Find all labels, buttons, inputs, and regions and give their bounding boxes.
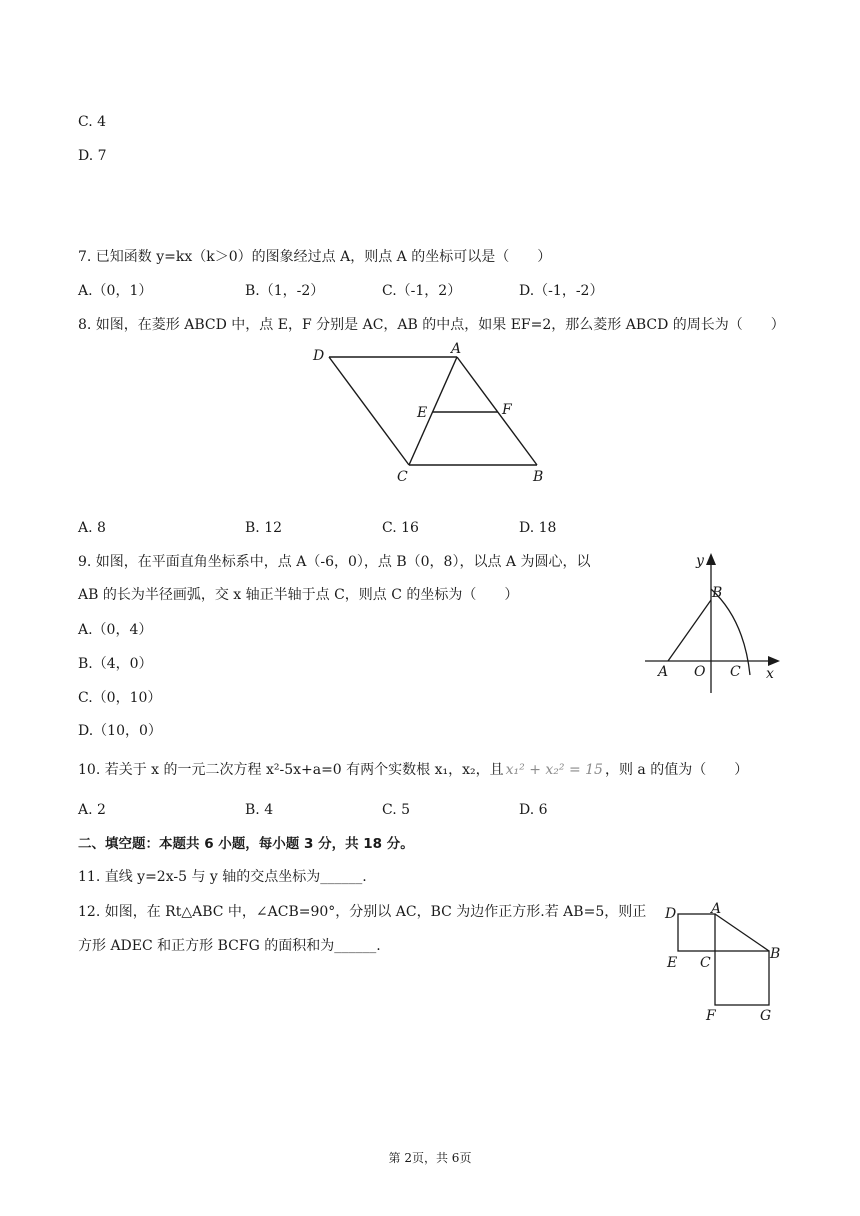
question-12-line2: 方形 ADEC 和正方形 BCFG 的面积和为______. [78,938,381,954]
edge-cd [329,357,409,465]
question-9-line2: AB 的长为半径画弧，交 x 轴正半轴于点 C，则点 C 的坐标为（ ） [78,587,519,603]
label-o: O [694,664,706,680]
label-f: F [706,1008,716,1024]
q7-option-c: C.（-1，2） [382,283,462,299]
label-y-axis: y [696,553,704,569]
square-adec [678,914,715,951]
coordinate-figure [640,545,790,695]
squares-figure [660,902,790,1027]
label-c: C [700,955,711,971]
q9-option-c: C.（0，10） [78,690,162,706]
question-8-text: 8. 如图，在菱形 ABCD 中，点 E，F 分别是 AC，AB 的中点，如果 EF=2，那么菱形 ABCD 的周长为（ ） [78,317,785,333]
label-a: A [658,664,669,680]
q8-option-a: A. 8 [78,520,106,536]
label-c: C [730,664,741,680]
q10-option-c: C. 5 [382,802,411,818]
q8-option-c: C. 16 [382,520,419,536]
label-g: G [760,1008,772,1024]
x-axis-arrow [768,656,780,666]
q10-text-after: ，则 a 的值为（ ） [604,762,749,778]
q10-option-a: A. 2 [78,802,106,818]
q7-option-d: D.（-1，-2） [519,283,604,299]
section-2-heading: 二、填空题：本题共 6 小题，每小题 3 分，共 18 分。 [78,836,414,852]
label-x-axis: x [766,666,774,682]
option-c-prev: C. 4 [78,114,107,130]
label-b: B [533,469,544,485]
q10-text-before: 10. 若关于 x 的一元二次方程 x²-5x+a=0 有两个实数根 x₁，x₂，且 [78,762,504,778]
label-d: D [665,906,677,922]
question-11-text: 11. 直线 y=2x-5 与 y 轴的交点坐标为______. [78,869,367,885]
label-b: B [770,946,781,962]
page-footer: 第 2页，共 6页 [388,1151,472,1165]
q7-option-b: B.（1，-2） [245,283,325,299]
label-b: B [712,585,723,601]
q8-option-b: B. 12 [245,520,283,536]
edge-ab [457,357,537,465]
q10-option-b: B. 4 [245,802,274,818]
question-12-line1: 12. 如图，在 Rt△ABC 中，∠ACB=90°，分别以 AC，BC 为边作正方形.若 AB=5，则正 [78,904,647,920]
segment-ab [715,914,769,951]
rhombus-figure [305,340,565,490]
label-a: A [711,902,722,917]
q9-option-a: A.（0，4） [78,622,153,638]
q7-option-a: A.（0，1） [78,283,153,299]
q9-option-d: D.（10，0） [78,723,162,739]
question-7-text: 7. 已知函数 y=kx（k＞0）的图象经过点 A，则点 A 的坐标可以是（ ） [78,249,552,265]
square-bcfg [715,951,769,1005]
label-e: E [417,405,428,421]
segment-ab [668,600,711,661]
arc-bc [711,589,750,675]
q10-option-d: D. 6 [519,802,548,818]
label-f: F [502,402,512,418]
label-c: C [397,469,408,485]
question-10-text [78,760,748,780]
q8-option-d: D. 18 [519,520,557,536]
y-axis-arrow [706,553,716,565]
label-e: E [667,955,678,971]
option-d-prev: D. 7 [78,148,107,164]
q9-option-b: B.（4，0） [78,656,153,672]
q10-formula: x₁² + x₂² = 15 [505,762,603,778]
label-a: A [451,341,462,357]
question-9-line1: 9. 如图，在平面直角坐标系中，点 A（-6，0），点 B（0，8），以点 A 为圆心，以 [78,554,591,570]
label-d: D [313,348,325,364]
